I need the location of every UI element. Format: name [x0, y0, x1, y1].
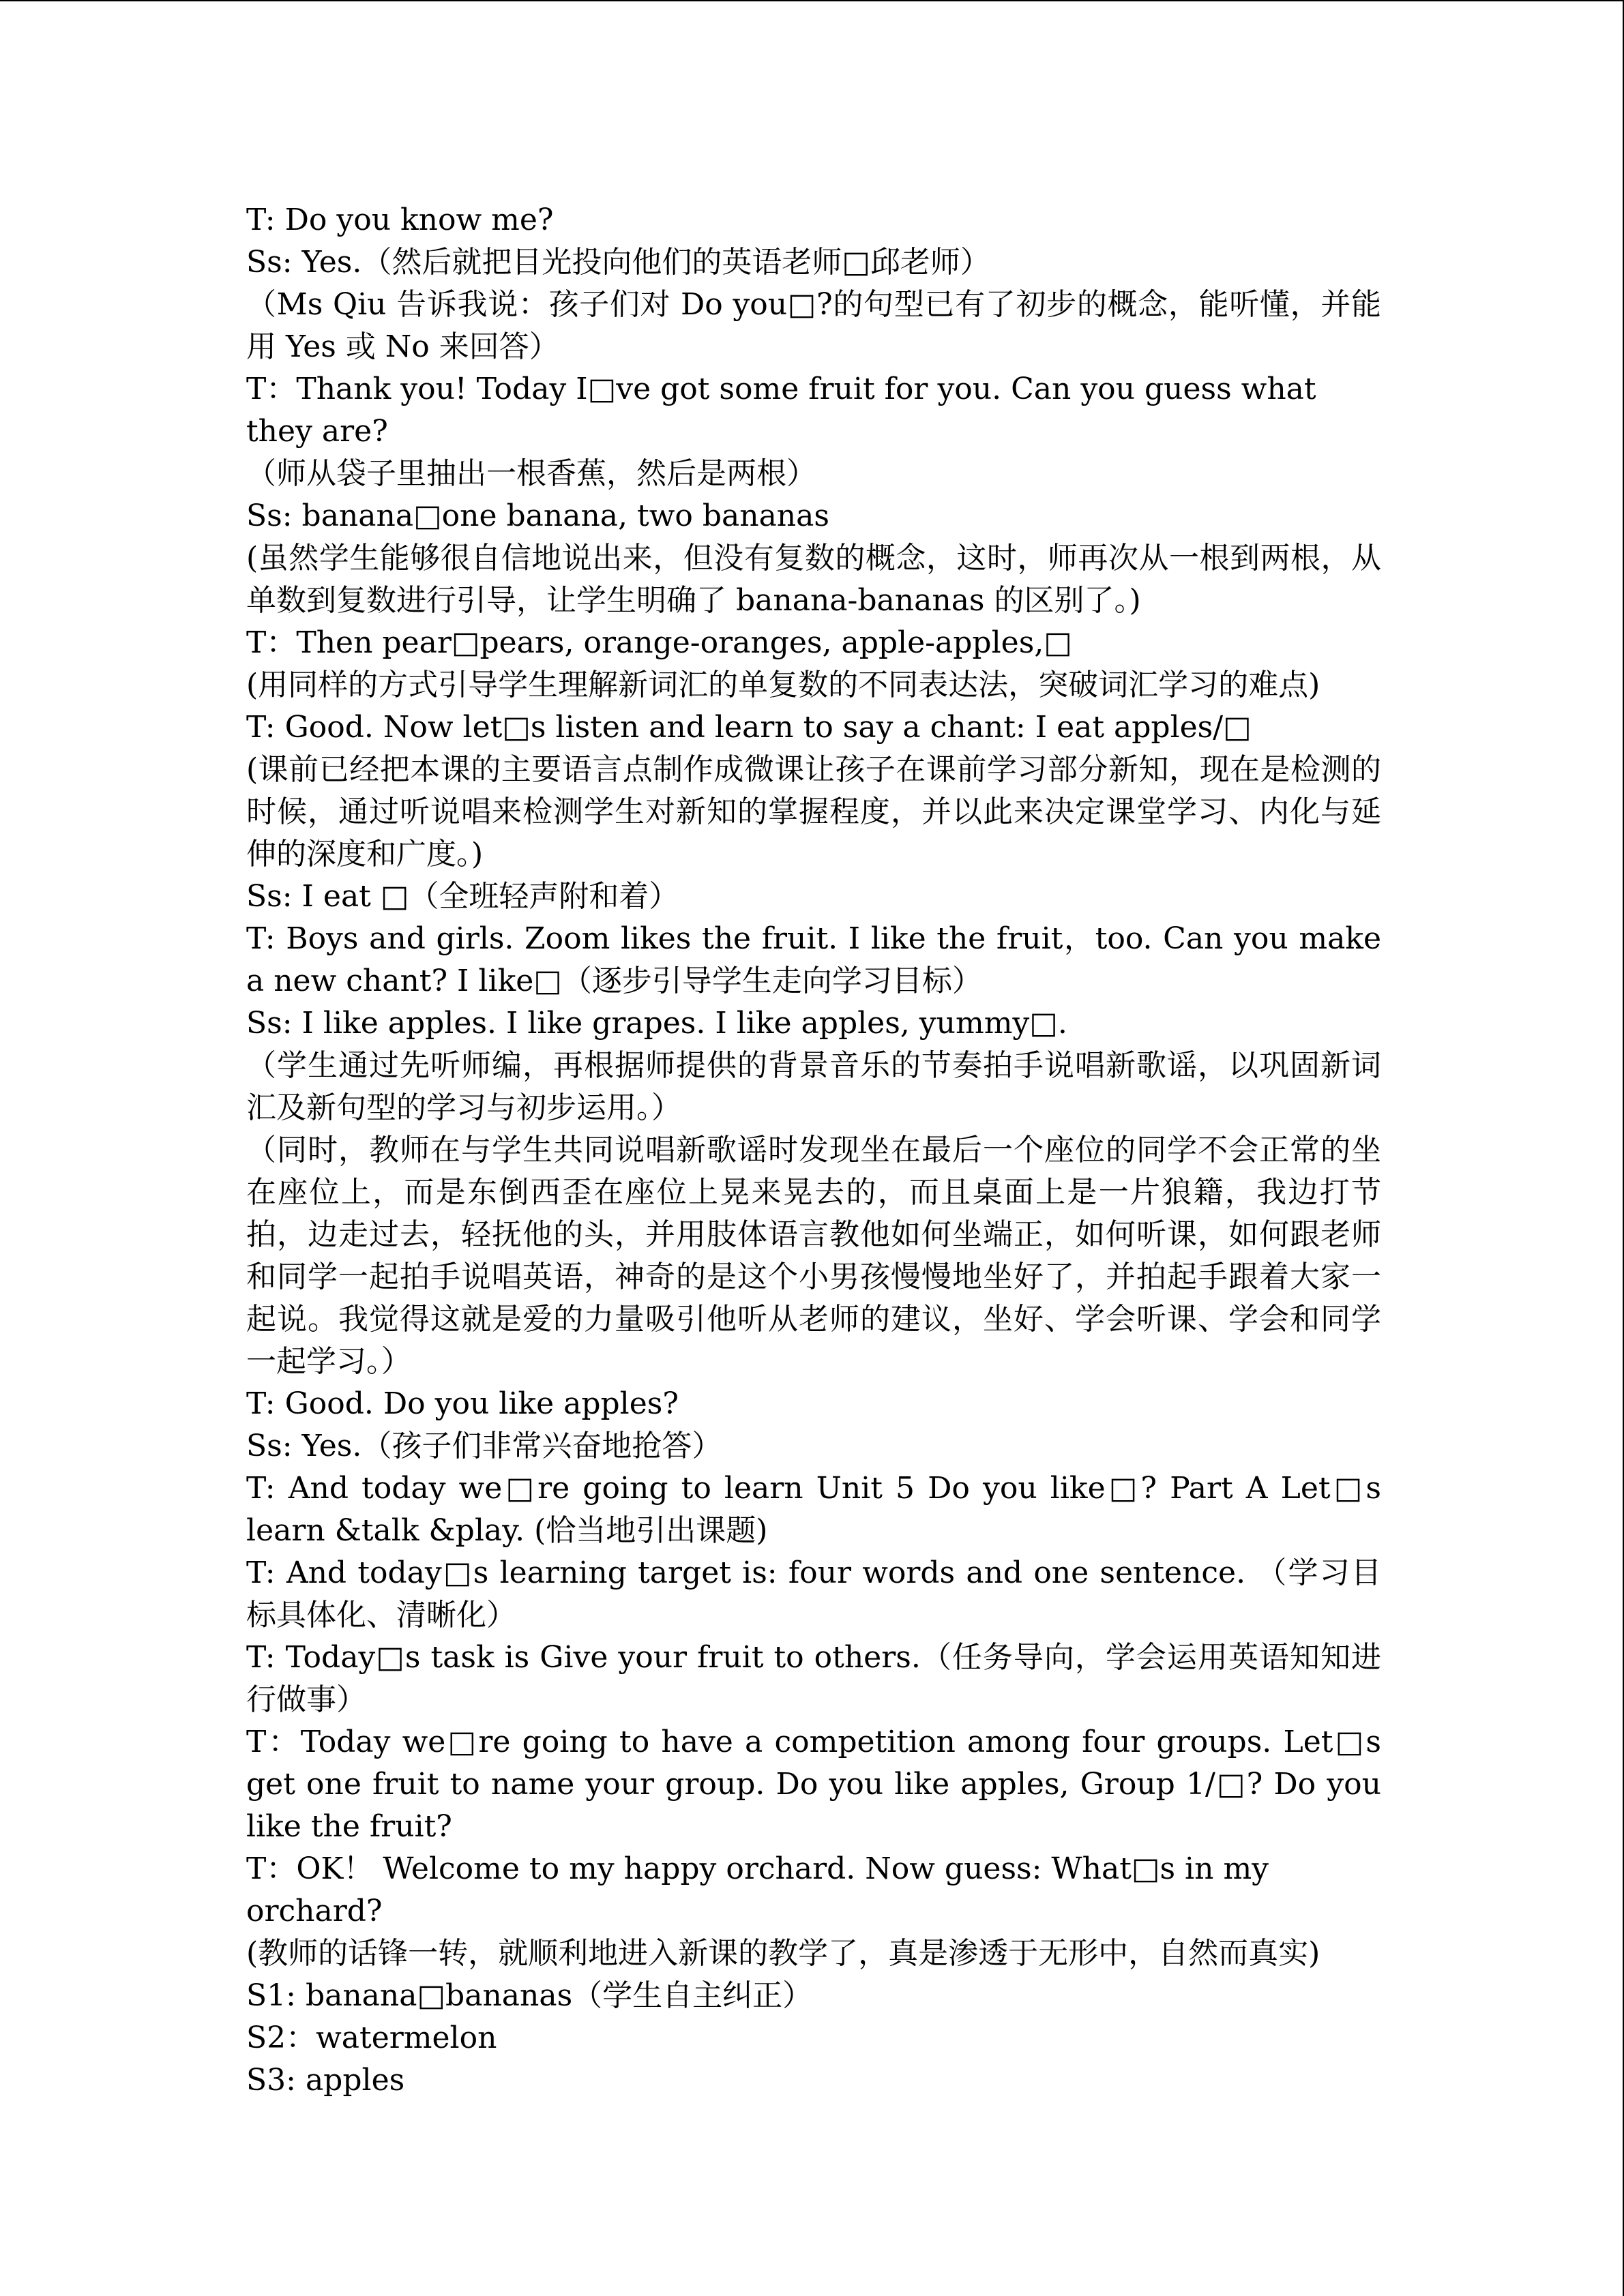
line-21: T: Today□s task is Give your fruit to others.（任务导向，学会运用英语知知进行做事）	[246, 1640, 1381, 1717]
line-1: T: Do you know me?	[246, 203, 554, 237]
line-9: (用同样的方式引导学生理解新词汇的单复数的不同表达法，突破词汇学习的难点)	[246, 668, 1320, 702]
line-5: （师从袋子里抽出一根香蕉，然后是两根）	[246, 456, 816, 491]
line-13: T: Boys and girls. Zoom likes the fruit. I like the fruit，too. Can you make a new chant? I like□（逐步引导学生走向学习目标）	[246, 921, 1381, 998]
line-27: S3: apples	[246, 2063, 405, 2098]
line-24: (教师的话锋一转，就顺利地进入新课的教学了，真是渗透于无形中，自然而真实)	[246, 1936, 1320, 1971]
line-25: S1: banana□bananas（学生自主纠正）	[246, 1978, 813, 2013]
line-17: T: Good. Do you like apples?	[246, 1386, 679, 1421]
line-11: (课前已经把本课的主要语言点制作成微课让孩子在课前学习部分新知，现在是检测的时候，通过听说唱来检测学生对新知的掌握程度，并以此来决定课堂学习、内化与延伸的深度和广度。)	[246, 752, 1381, 871]
line-20: T: And today□s learning target is: four words and one sentence. （学习目标具体化、清晰化）	[246, 1555, 1381, 1632]
line-16: （同时，教师在与学生共同说唱新歌谣时发现坐在最后一个座位的同学不会正常的坐在座位上，而是东倒西歪在座位上晃来晃去的，而且桌面上是一片狼籍，我边打节拍，边走过去，轻抚他的头，并用肢体语言教他如何坐端正，如何听课，如何跟老师和同学一起拍手说唱英语，神奇的是这个小男孩慢慢地坐好了，并拍起手跟着大家一起说。我觉得这就是爱的力量吸引他听从老师的建议，坐好、学会听课、学会和同学一起学习。）	[246, 1133, 1381, 1379]
line-7: (虽然学生能够很自信地说出来，但没有复数的概念，这时，师再次从一根到两根，从单数到复数进行引导，让学生明确了 banana-bananas 的区别了。)	[246, 541, 1381, 618]
line-4: T：Thank you! Today I□ve got some fruit for you. Can you guess what they are?	[246, 372, 1316, 449]
document-body	[246, 199, 1381, 2102]
line-15: （学生通过先听师编，再根据师提供的背景音乐的节奏拍手说唱新歌谣，以巩固新词汇及新句型的学习与初步运用。）	[246, 1048, 1381, 1125]
line-8: T：Then pear□pears, orange-oranges, apple-apples,□	[246, 625, 1072, 660]
line-2: Ss: Yes.（然后就把目光投向他们的英语老师□邱老师）	[246, 245, 990, 280]
line-12: Ss: I eat □（全班轻声附和着）	[246, 879, 679, 914]
line-10: T: Good. Now let□s listen and learn to say a chant: I eat apples/□	[246, 710, 1252, 745]
line-22: T：Today we□re going to have a competition among four groups. Let□s get one fruit to name your group. Do you like apples, Group 1/□? Do you like the fruit?	[246, 1725, 1381, 1844]
line-18: Ss: Yes.（孩子们非常兴奋地抢答）	[246, 1429, 722, 1463]
line-6: Ss: banana□one banana, two bananas	[246, 498, 829, 533]
line-14: Ss: I like apples. I like grapes. I like apples, yummy□.	[246, 1006, 1067, 1041]
line-3: （Ms Qiu 告诉我说：孩子们对 Do you□?的句型已有了初步的概念，能听懂，并能用 Yes 或 No 来回答）	[246, 287, 1381, 364]
line-19: T: And today we□re going to learn Unit 5 Do you like□? Part A Let□s learn &talk &play. (恰当地引出课题)	[246, 1471, 1381, 1548]
line-23: T：OK！ Welcome to my happy orchard. Now guess: What□s in my orchard?	[246, 1851, 1269, 1928]
line-26: S2：watermelon	[246, 2021, 497, 2055]
